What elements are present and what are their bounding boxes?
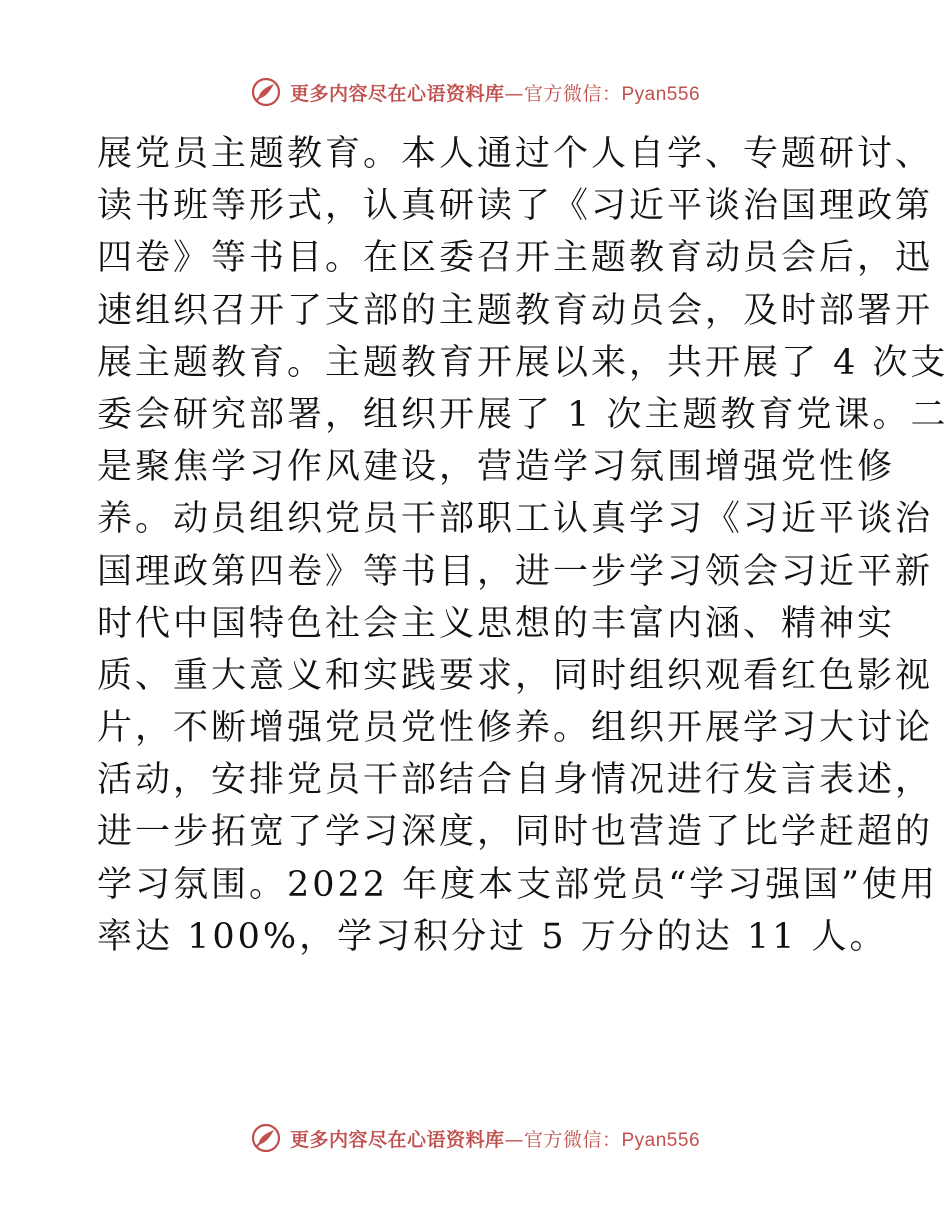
text-line: 质、重大意义和实践要求，同时组织观看红色影视 [97, 655, 934, 696]
text-line: 国理政第四卷》等书目，进一步学习领会习近平新 [97, 551, 934, 592]
watermark-official: 官方微信： [523, 82, 622, 105]
text-line: 养。动员组织党员干部职工认真学习《习近平谈治 [97, 499, 934, 540]
text-line: 读书班等形式，认真研读了《习近平谈治国理政第 [97, 186, 934, 227]
watermark-text [290, 1125, 700, 1152]
text-line: 展主题教育。主题教育开展以来，共开展了 4 次支 [97, 342, 949, 383]
text-line: 是聚焦学习作风建设，营造学习氛围增强党性修 [97, 447, 896, 488]
watermark-dash: — [504, 82, 524, 105]
text-line: 片，不断增强党员党性修养。组织开展学习大讨论 [97, 708, 934, 749]
text-line: 速组织召开了支部的主题教育动员会，及时部署开 [97, 290, 934, 331]
text-line: 活动，安排党员干部结合自身情况进行发言表述， [97, 760, 934, 801]
text-line: 学习氛围。2022 年度本支部党员“学习强国”使用 [97, 864, 938, 905]
watermark-text [290, 79, 700, 106]
footer-watermark [0, 1118, 950, 1158]
text-line: 进一步拓宽了学习深度，同时也营造了比学赶超的 [97, 812, 934, 853]
lotus-pen-logo-icon [250, 76, 282, 108]
document-body [97, 128, 949, 963]
watermark-id: Pyan556 [621, 1129, 701, 1151]
text-line: 时代中国特色社会主义思想的丰富内涵、精神实 [97, 603, 896, 644]
text-line: 率达 100%，学习积分过 5 万分的达 11 人。 [97, 916, 888, 957]
watermark-main: 更多内容尽在心语资料库 [289, 82, 505, 105]
header-watermark [0, 72, 950, 112]
watermark-official: 官方微信： [523, 1128, 622, 1151]
watermark-main: 更多内容尽在心语资料库 [289, 1128, 505, 1151]
watermark-dash: — [504, 1128, 524, 1151]
text-line: 四卷》等书目。在区委召开主题教育动员会后，迅 [97, 238, 934, 279]
text-line: 委会研究部署，组织开展了 1 次主题教育党课。二 [97, 394, 949, 435]
lotus-pen-logo-icon [250, 1122, 282, 1154]
watermark-id: Pyan556 [621, 83, 701, 105]
text-line: 展党员主题教育。本人通过个人自学、专题研讨、 [97, 134, 934, 174]
